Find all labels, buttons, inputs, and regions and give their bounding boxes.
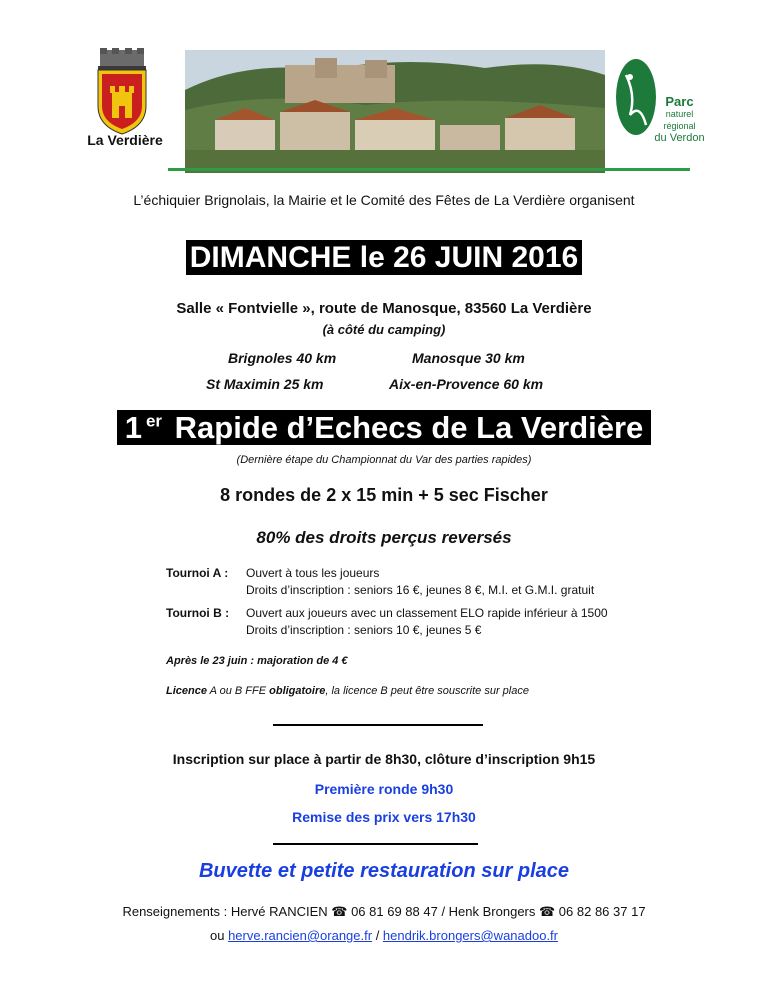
section-divider	[273, 843, 478, 845]
town-name-label: La Verdière	[87, 132, 163, 148]
coat-of-arms-logo	[92, 48, 152, 138]
tournament-a-eligibility: Ouvert à tous les joueurs	[246, 566, 380, 580]
venue-note: (à côté du camping)	[322, 322, 446, 337]
event-date-banner	[0, 241, 768, 275]
licence-part-1: A ou B FFE	[206, 685, 270, 697]
prize-share: 80% des droits perçus reversés	[256, 528, 512, 547]
event-title-number: 1	[121, 410, 146, 445]
refreshments-notice: Buvette et petite restauration sur place	[198, 860, 570, 882]
tournament-a-fees: Droits d’inscription : seniors 16 €, jeunes 8 €, M.I. et G.M.I. gratuit	[246, 583, 595, 597]
event-date: DIMANCHE le 26 JUIN 2016	[186, 240, 582, 275]
phone-icon: ☎	[331, 904, 348, 919]
email-separator: /	[372, 928, 383, 943]
distance-aix: Aix-en-Provence 60 km	[389, 376, 544, 392]
registration-time: Inscription sur place à partir de 8h30, clôture d’inscription 9h15	[172, 751, 596, 767]
village-photo	[185, 50, 605, 173]
rounds-format: 8 rondes de 2 x 15 min + 5 sec Fischer	[220, 485, 548, 505]
contact-or: ou	[210, 928, 229, 943]
licence-requirement	[166, 685, 529, 697]
contact-emails	[0, 928, 768, 943]
organisers-text: L’échiquier Brignolais, la Mairie et le Comité des Fêtes de La Verdière organisent	[133, 192, 635, 208]
park-logo-word-2: naturel	[665, 109, 694, 119]
first-round-time: Première ronde 9h30	[314, 781, 454, 797]
contact-line	[0, 904, 768, 920]
licence-word: Licence	[166, 685, 207, 697]
park-logo-word-4: du Verdon	[654, 132, 705, 144]
licence-part-2: , la licence B peut être souscrite sur place	[325, 685, 529, 697]
tournament-b-eligibility: Ouvert aux joueurs avec un classement ELO rapide inférieur à 1500	[246, 606, 608, 620]
tournament-a-label: Tournoi A :	[166, 566, 229, 580]
tournament-b-fees: Droits d’inscription : seniors 10 €, jeunes 5 €	[246, 623, 482, 637]
event-title-text: Rapide d’Echecs de La Verdière	[162, 410, 647, 445]
header-divider	[168, 168, 690, 171]
distance-manosque: Manosque 30 km	[412, 350, 525, 366]
event-title	[117, 410, 652, 445]
event-title-banner	[0, 410, 768, 446]
park-logo-word-3: régional	[663, 121, 696, 131]
contact-prefix: Renseignements : Hervé RANCIEN	[122, 904, 332, 919]
event-title-ordinal: er	[145, 411, 163, 431]
phone-icon: ☎	[538, 904, 556, 919]
event-subtitle: (Dernière étape du Championnat du Var des parties rapides)	[236, 454, 532, 466]
awards-time: Remise des prix vers 17h30	[292, 809, 476, 825]
venue-address: Salle « Fontvielle », route de Manosque, 83560 La Verdière	[176, 300, 592, 317]
contact-phone-1: 06 81 69 88 47 / Henk Brongers	[347, 904, 539, 919]
email-link-brongers[interactable]: hendrik.brongers@wanadoo.fr	[382, 928, 558, 943]
contact-phone-2: 06 82 86 37 17	[555, 904, 646, 919]
park-logo-text	[652, 96, 707, 144]
distance-st-maximin: St Maximin 25 km	[206, 376, 324, 392]
tournament-b-label: Tournoi B :	[166, 606, 230, 620]
distance-brignoles: Brignoles 40 km	[228, 350, 337, 366]
section-divider	[273, 724, 483, 726]
licence-mandatory: obligatoire	[269, 685, 326, 697]
email-link-rancien[interactable]: herve.rancien@orange.fr	[228, 928, 373, 943]
late-surcharge: Après le 23 juin : majoration de 4 €	[166, 655, 348, 667]
park-logo-word-1: Parc	[665, 94, 694, 109]
